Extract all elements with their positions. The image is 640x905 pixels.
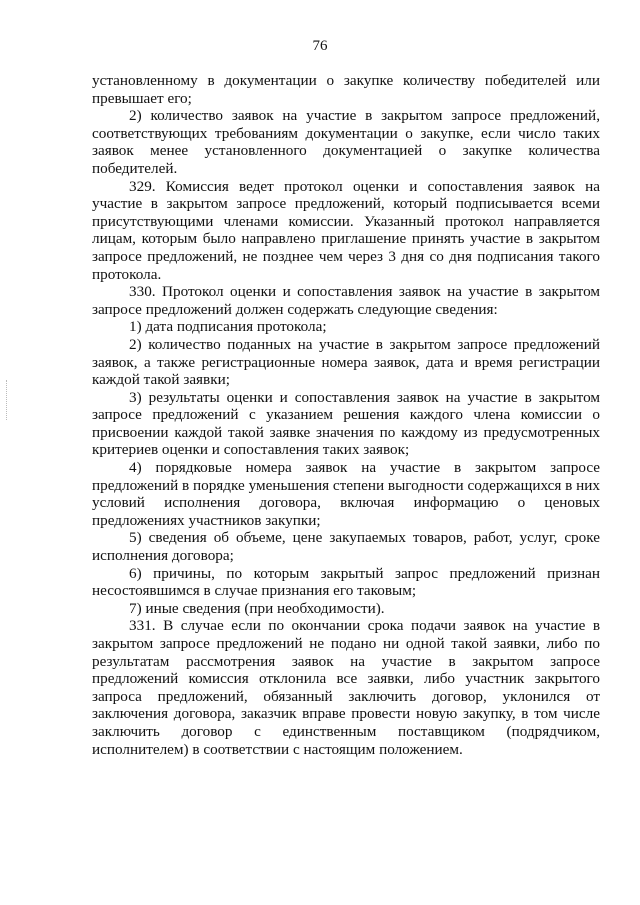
- paragraph-item-2: 2) количество заявок на участие в закрытом запросе предложений, соответствующих требованиям документации о закупке, если число таких заявок менее установленного документацией о закупке количества победителей.: [92, 107, 600, 177]
- list-item-4: 4) порядковые номера заявок на участие в закрытом запросе предложений в порядке уменьшения степени выгодности содержащихся в них условий исполнения договора, включая информацию о ценовых предложениях участников закупки;: [92, 459, 600, 529]
- list-item-2: 2) количество поданных на участие в закрытом запросе предложений заявок, а также регистрационные номера заявок, дата и время регистрации каждой такой заявки;: [92, 335, 600, 389]
- list-item-6: 6) причины, по которым закрытый запрос предложений признан несостоявшимся в случае признания его таковым;: [92, 564, 600, 600]
- paragraph-331: 331. В случае если по окончании срока подачи заявок на участие в закрытом запросе предложений не подано ни одной такой заявки, либо по результатам рассмотрения заявок на участие в закрытом запросе предложений комиссия отклонила все заявки, либо участник закрытого запроса предложений, обязанный заключить договор, уклонился от заключения договора, заказчик вправе провести новую закупку, в том числе заключить договор с единственным поставщиком (подрядчиком, исполнителем) в соответствии с настоящим положением.: [92, 617, 600, 758]
- list-item-5: 5) сведения об объеме, цене закупаемых товаров, работ, услуг, сроке исполнения договора;: [92, 529, 600, 565]
- document-body: [92, 72, 600, 758]
- paragraph-329: 329. Комиссия ведет протокол оценки и сопоставления заявок на участие в закрытом запросе предложений, который подписывается всеми присутствующими членами комиссии. Указанный протокол направляется лицам, которым было направлено приглашение принять участие в закрытом запросе предложений, не позднее чем через 3 дня со дня подписания такого протокола.: [92, 177, 600, 283]
- list-item-1: 1) дата подписания протокола;: [129, 318, 327, 336]
- paragraph-330: 330. Протокол оценки и сопоставления заявок на участие в закрытом запросе предложений должен содержать следующие сведения:: [92, 283, 600, 318]
- scan-edge-mark: [6, 380, 9, 420]
- list-item-3: 3) результаты оценки и сопоставления заявок на участие в закрытом запросе предложений с указанием решения каждого члена комиссии о присвоении каждой такой заявке значения по каждому из предусмотренных критериев оценки и сопоставления таких заявок;: [92, 388, 600, 459]
- paragraph-continuation: установленному в документации о закупке количеству победителей или превышает его;: [92, 72, 600, 107]
- page-number: 76: [312, 38, 328, 54]
- list-item-7: 7) иные сведения (при необходимости).: [129, 599, 385, 617]
